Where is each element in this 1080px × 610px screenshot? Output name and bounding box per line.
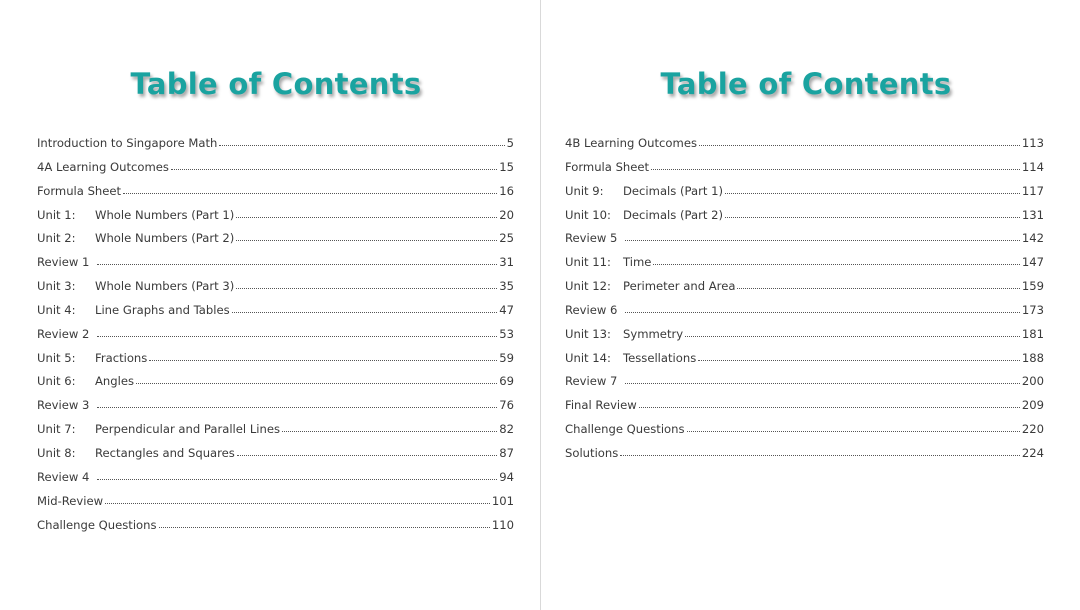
toc-entry [565,279,1044,303]
toc-entry-page-number: 82 [499,422,514,437]
dot-leader [136,383,497,384]
toc-entry-title [565,422,685,436]
dot-leader [685,336,1020,337]
dot-leader [149,360,497,361]
dot-leader [699,145,1020,146]
toc-entry-unit: Unit 8: [37,445,76,460]
toc-entry-unit: Unit 3: [37,279,76,294]
toc-entry-title [37,422,280,436]
dot-leader [625,383,1020,384]
toc-entry-page-number: 181 [1021,326,1044,341]
toc-entry-page-number: 224 [1021,445,1044,460]
toc-entry-label: Challenge Questions [37,517,157,532]
toc-entry-unit: Review 7 [565,374,618,389]
toc-entry-page-number: 5 [506,136,514,150]
dot-leader [123,193,497,194]
toc-entry-page-number: 200 [1021,374,1044,389]
toc-entry [565,255,1044,279]
toc-entry [37,255,514,279]
dot-leader [687,431,1020,432]
toc-entry-page-number: 114 [1021,159,1044,174]
toc-entry-label: 4B Learning Outcomes [565,136,697,150]
toc-list [37,136,514,541]
toc-entry-label: Perimeter and Area [623,279,736,294]
toc-entry-page-number: 188 [1021,350,1044,365]
toc-entry [37,470,514,494]
dot-leader [698,360,1020,361]
toc-entry-unit: Unit 6: [37,374,76,389]
toc-entry-title [37,160,169,174]
toc-entry-title [565,184,723,198]
toc-entry [37,446,514,470]
toc-entry [565,160,1044,184]
toc-entry-title [37,208,234,222]
toc-entry-unit: Review 5 [565,231,618,246]
toc-entry-title [37,327,95,341]
dot-leader [620,455,1020,456]
toc-entry-title [37,398,95,412]
toc-entry-title [565,255,651,269]
toc-entry [37,327,514,351]
toc-entry-label: Introduction to Singapore Math [37,136,218,150]
dot-leader [97,264,497,265]
toc-entry-page-number: 209 [1021,398,1044,413]
toc-entry-title [565,374,623,388]
toc-entry-label: Decimals (Part 1) [623,183,723,198]
toc-entry-label: Perpendicular and Parallel Lines [95,422,281,437]
toc-entry-label: Final Review [565,398,637,413]
toc-entry [565,422,1044,446]
toc-entry-title [565,303,623,317]
toc-entry-unit: Review 1 [37,255,90,270]
toc-entry-label: Rectangles and Squares [95,445,235,460]
toc-entry-label: Line Graphs and Tables [95,302,230,317]
toc-entry [565,446,1044,470]
toc-entry-title [565,446,618,460]
dot-leader [97,407,497,408]
toc-entry-label: Fractions [95,350,148,365]
toc-entry-label: Whole Numbers (Part 2) [95,231,235,246]
toc-entry [37,374,514,398]
toc-entry-unit: Unit 5: [37,350,76,365]
toc-entry-unit: Unit 12: [565,279,611,294]
toc-entry-page-number: 101 [491,493,514,508]
toc-entry-label: Whole Numbers (Part 1) [95,207,235,222]
toc-entry [37,184,514,208]
toc-entry-title [37,136,217,150]
toc-entry [37,279,514,303]
toc-entry-page-number: 59 [499,350,514,365]
dot-leader [105,503,490,504]
toc-entry-unit: Review 2 [37,326,90,341]
toc-entry-page-number: 31 [499,255,514,270]
dot-leader [625,240,1020,241]
toc-entry-title [565,136,697,150]
toc-entry-page-number: 220 [1021,422,1044,437]
dot-leader [653,264,1019,265]
toc-entry-label: Tessellations [623,350,697,365]
toc-entry-page-number: 87 [499,445,514,460]
toc-entry [565,136,1044,160]
toc-entry-label: Mid-Review [37,493,104,508]
toc-entry-title [37,184,121,198]
toc-entry [565,208,1044,232]
toc-entry-title [565,208,723,222]
dot-leader [236,240,497,241]
toc-entry-unit: Review 6 [565,302,618,317]
toc-entry-unit: Unit 1: [37,207,76,222]
toc-entry-title [37,470,95,484]
toc-entry [565,398,1044,422]
toc-entry-page-number: 173 [1021,302,1044,317]
toc-entry-page-number: 117 [1021,183,1044,198]
toc-entry [37,494,514,518]
toc-entry-label: Symmetry [623,326,684,341]
toc-entry-title [565,327,683,341]
toc-entry-title [565,279,735,293]
toc-entry-title [565,231,623,245]
toc-entry-page-number: 53 [499,326,514,341]
toc-entry-unit: Unit 7: [37,422,76,437]
toc-list [565,136,1044,470]
toc-entry [565,184,1044,208]
toc-entry [37,208,514,232]
toc-entry [37,398,514,422]
toc-entry-label: Formula Sheet [37,183,122,198]
toc-entry-page-number: 159 [1021,279,1044,294]
toc-entry-title [565,351,696,365]
dot-leader [282,431,497,432]
toc-entry-title [565,160,649,174]
dot-leader [737,288,1019,289]
toc-entry-unit: Unit 14: [565,350,611,365]
toc-entry-title [37,303,230,317]
toc-entry-label: Decimals (Part 2) [623,207,723,222]
toc-entry [37,136,514,160]
page-title: Table of Contents [660,67,952,102]
toc-entry-label: Angles [95,374,135,389]
toc-entry [565,327,1044,351]
toc-entry-title [37,374,134,388]
toc-entry-page-number: 142 [1021,231,1044,246]
toc-entry-title [37,255,95,269]
dot-leader [219,145,504,146]
toc-entry [565,351,1044,375]
toc-entry [37,351,514,375]
toc-entry-label: Time [623,255,652,270]
toc-entry-page-number: 69 [499,374,514,389]
toc-entry-page-number: 94 [499,469,514,484]
toc-entry-label: 4A Learning Outcomes [37,159,169,174]
toc-entry-title [565,398,637,412]
toc-entry-unit: Unit 13: [565,326,611,341]
toc-entry-page-number: 76 [499,398,514,413]
dot-leader [639,407,1020,408]
dot-leader [236,217,497,218]
toc-entry-page-number: 15 [499,159,514,174]
dot-leader [171,169,497,170]
dot-leader [725,217,1020,218]
toc-entry-label: Formula Sheet [565,159,650,174]
toc-entry-title [37,494,103,508]
toc-entry-title [37,446,235,460]
dot-leader [236,288,497,289]
toc-entry-page-number: 47 [499,302,514,317]
dot-leader [237,455,497,456]
toc-entry-unit: Unit 2: [37,231,76,246]
toc-entry [37,160,514,184]
toc-entry [565,303,1044,327]
toc-entry-label: Solutions [565,445,619,460]
toc-entry-label: Challenge Questions [565,422,685,437]
toc-entry-unit: Review 4 [37,469,90,484]
toc-entry-unit: Unit 10: [565,207,611,222]
toc-entry-unit: Unit 4: [37,302,76,317]
toc-entry-unit: Review 3 [37,398,90,413]
toc-entry-title [37,518,157,532]
toc-entry-page-number: 113 [1021,136,1044,150]
toc-entry-unit: Unit 11: [565,255,611,270]
dot-leader [651,169,1020,170]
toc-entry-page-number: 25 [499,231,514,246]
toc-entry [37,231,514,255]
page-title: Table of Contents [130,67,422,102]
toc-entry [565,231,1044,255]
toc-entry-page-number: 131 [1021,207,1044,222]
toc-entry-page-number: 16 [499,183,514,198]
toc-entry-unit: Unit 9: [565,183,604,198]
toc-entry [37,518,514,542]
toc-entry [565,374,1044,398]
toc-entry-page-number: 35 [499,279,514,294]
toc-entry [37,422,514,446]
toc-entry-label: Whole Numbers (Part 3) [95,279,235,294]
toc-entry-page-number: 110 [491,517,514,532]
toc-entry-title [37,279,234,293]
toc-entry-page-number: 147 [1021,255,1044,270]
dot-leader [232,312,498,313]
toc-entry [37,303,514,327]
dot-leader [725,193,1020,194]
toc-entry-page-number: 20 [499,207,514,222]
dot-leader [97,336,497,337]
toc-entry-title [37,351,147,365]
right-page [541,0,1080,610]
dot-leader [97,479,497,480]
toc-entry-title [37,231,234,245]
dot-leader [625,312,1020,313]
dot-leader [159,527,490,528]
